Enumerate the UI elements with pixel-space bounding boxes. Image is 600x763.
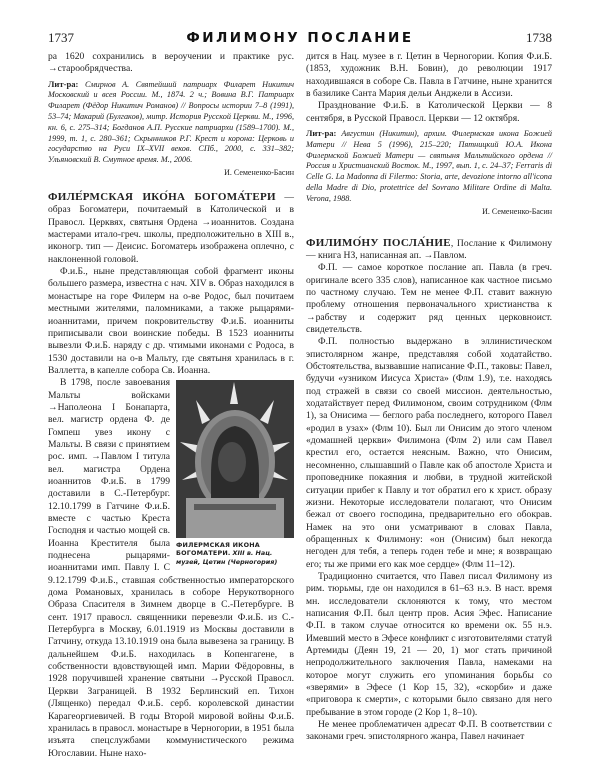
entry-paragraph: В 1798, после завоевания Мальты войсками →Наполеона I Бонапарта, вел. магистр ордена Ф. де Гомпеш увез икону с Мальты. В связи с принятием рос. имп. →Павлом I титула вел. магистра Ордена иоаннитов Ф.и.Б. в 1799 доставили в С.-Петербург. 12.10.1799 в Гатчине Ф.и.Б. вместе с частью Креста Господня и частью мощей св. Иоанна Крестителя была поднесена рыцарями-иоаннитами имп. Павлу I. С 9.12.1799 Ф.и.Б., ставшая собственностью императорского дома Романовых, хранилась в соборе Нерукотворного Образа Спасителя в Зимнем дворце в С.-Петербурге. В сент. 1917 правосл. священники перевезли Ф.и.Б. из С.-Петербурга в Москву, 6.01.1919 из Москвы доставили в Гатчину, откуда 13.10.1919 она была вывезена за границу. В дальнейшем Ф.и.Б. находилась в Копенгагене, в собственности вдовствующей имп. Марии Фёдоровны, в 1928 поручившей хранение святыни →Русской Правосл. Церкви Заграницей. В 1932 Берлинский еп. Тихон (Лященко) передал Ф.и.Б. серб. королевской династии Карагеоргиевичей. В годы Второй мировой войны Ф.и.Б. хранилась в правосл. монастыре в Черногории, в 1951 была изъята спецслужбами коммунистического режима Югославии. Ныне нахо-	[48, 377, 294, 759]
icon-figure	[176, 380, 294, 566]
entry-definition: , Послание к Филимону — книга НЗ, написанная ап. →Павлом.	[306, 237, 552, 261]
bibliography-label: Лит-ра:	[48, 78, 79, 89]
entry-definition: — образ Богоматери, почитаемый в Католической и в Правосл. Церквях, святыня Ордена →иоаннитов. Создана мастерами итало-греч. школы, предположительно в XIII в., иконогр. тип — Деисис. Богоматерь изображена оплечно, с наклоненной головой.	[48, 192, 294, 265]
filermo-icon-image	[176, 380, 294, 538]
page-header	[48, 30, 552, 50]
right-column	[306, 51, 552, 744]
entry-paragraph: Традиционно считается, что Павел писал Филимону из рим. тюрьмы, где он находился в 61–63 н.э. В наст. время мн. исследователи склоняются к тому, что местом написания Ф.П. был центр пров. Асия Эфес. Написание Ф.П. в таком случае относится ко времени ок. 55 н.э. Имевший место в Эфесе конфликт с изготовителями статуй Артемиды (Деян 19, 21 — 20, 1) мог стать причиной непродолжительного заключения Павла, намеками на которое могут служить его упоминания борьбы со «зверями» в Эфесе (1 Кор 15, 32), «скорби» и даже «приговора к смерти», с которыми было связано для него пребывание в этом городе (2 Кор 1, 8–10).	[306, 570, 552, 718]
entry-headword: ФИЛИМО́НУ ПОСЛА́НИЕ	[306, 236, 451, 249]
running-title: ФИЛИМОНУ ПОСЛАНИЕ	[186, 30, 414, 46]
entry-paragraph: Не менее проблематичен адресат Ф.П. В соответствии с законами греч. эпистолярного жанра, Павел начинает	[306, 719, 552, 743]
bibliography	[48, 79, 294, 166]
left-column	[48, 51, 294, 760]
entry-paragraph: Ф.П. — самое короткое послание ап. Павла (в греч. оригинале всего 335 слов), написанное как частное письмо по частному случаю. Тем не менее Ф.П. ставит важную проблему отношения первоначального христианства к →рабству и содержит ряд ценных церковноист. свидетельств.	[306, 262, 552, 336]
feast-paragraph: Празднование Ф.и.Б. в Католической Церкви — 8 сентября, в Русской Правосл. Церкви — 12 октября.	[306, 100, 552, 124]
caption-details: XIII в. Нац. музей, Цетин (Черногория)	[176, 549, 278, 566]
page-number-right: 1738	[526, 30, 552, 45]
bibliography-text: Смирнов А. Святейший патриарх Филарет Никитич Московский и всея России. М., 1874. 2 ч.; Вовина В.Г. Патриарх Филарет (Фёдор Никитич Романов) // Вопросы истории 7–8 (1991), 53–74; Макарий (Булгаков), митр. История Русской Церкви. М., 1996, кн. 6, с. 275–314; Богданов А.П. Русские патриархи (1589–1700). М., 1999, т. 1, с. 280–361; Скрынников Р.Г. Крест и корона: Церковь и государство на Руси IX–XVII веков. СПб., 2000, с. 331–382; Ульяновский В. Смутное время. М., 2006.	[48, 79, 295, 165]
entry-paragraph: Ф.П. полностью выдержано в эллинистическом эпистолярном жанре, представляя собой ходатайство. Обстоятельства, вызвавшие написание Ф.П., таковы: Павел, будучи «узником Иисуса Христа» (Флм 1.9), т.е. находясь под стражей в связи со своей миссион. деятельностью, ходатайствует перед Филимоном, своим сотрудником (Флм 1), за Онисима — беглого раба последнего, которого Павел «родил в узах» (Флм 10). Был ли Онисим до этого членом «домашней церкви» Филимона (Флм 2) или сам Павел крестил его, остается неясным. Важно, что Онисим, несомненно, слышавший о Павле как об апостоле Христа и проповеднике покаяния и любви, в трудной житейской ситуации прибег к Павлу и тот обратил его к христ. образу жизни. Некоторые исследователи полагают, что Онисим бежал от своего господина, предварительно его обокрав. Намек на это они усматривают в словах Павла, обращенных к Филимону: «он (Онисим) был некогда негоден для тебя, а теперь годен тебе и мне; я возвращаю его; ты же прими его как мое сердце» (Флм 11–12).	[306, 336, 552, 570]
bibliography-text: Августин (Никитин), архим. Филермская икона Божией Матери // Нева 5 (1996), 215–220; Пятницкий Ю.А. Икона Филермской Божией Матери — святыня Мальтийского ордена // Россия и Христианский Восток. М., 1997, вып. 1, с. 24–37; Ferraris di Celle G. La Madonna di Filermo: Storia, arte, devozione intorno all'icona della Madre di Dio, protettrice del Sovrano Militare Ordine di Malta. Verona, 1988.	[306, 129, 553, 203]
article-author: И. Семененко-Басин	[482, 206, 552, 216]
continuation-text: дится в Нац. музее в г. Цетин в Черногории. Копия Ф.и.Б. (1853, художник В.Н. Бовин), до революции 1917 находившаяся в соборе Св. Павла в Гатчине, ныне хранится в базилике Санта Мария дельи Анджели в Ассизи.	[306, 51, 552, 100]
bibliography-label: Лит-ра:	[306, 128, 337, 139]
figure-caption	[176, 541, 294, 566]
dictionary-entry-filermo-icon	[48, 191, 294, 760]
continuation-text: ра 1620 сохранились в вероучении и практике рус. →старообрядчества.	[48, 51, 294, 75]
entry-paragraph: Ф.и.Б., ныне представляющая собой фрагмент иконы большего размера, известна с нач. XIV в. Образ находился в монастыре на горе Филерм на о-ве Родос, был почитаем местными жителями, паломниками, а также рыцарями-иоаннитами, причем покровительству Ф.и.Б. иоанниты приписывали свои воинские победы. В 1523 иоанниты вывезли Ф.и.Б. наряду с др. чтимыми иконами с Родоса, в 1530 доставили на о-в Мальту, где святыня хранилась в г. Валлетта, в капелле собора Св. Иоанна.	[48, 266, 294, 376]
page-number-left: 1737	[48, 30, 74, 45]
bibliography	[306, 128, 552, 205]
caption-title: ФИЛЕРМСКАЯ ИКОНА БОГОМАТЕРИ.	[176, 541, 260, 558]
article-author: И. Семененко-Басин	[224, 168, 294, 178]
entry-headword: ФИЛЕ́РМСКАЯ ИКО́НА БОГОМА́ТЕРИ	[48, 191, 276, 204]
dictionary-entry-philemon	[306, 237, 552, 744]
madonna-icon	[176, 380, 294, 538]
